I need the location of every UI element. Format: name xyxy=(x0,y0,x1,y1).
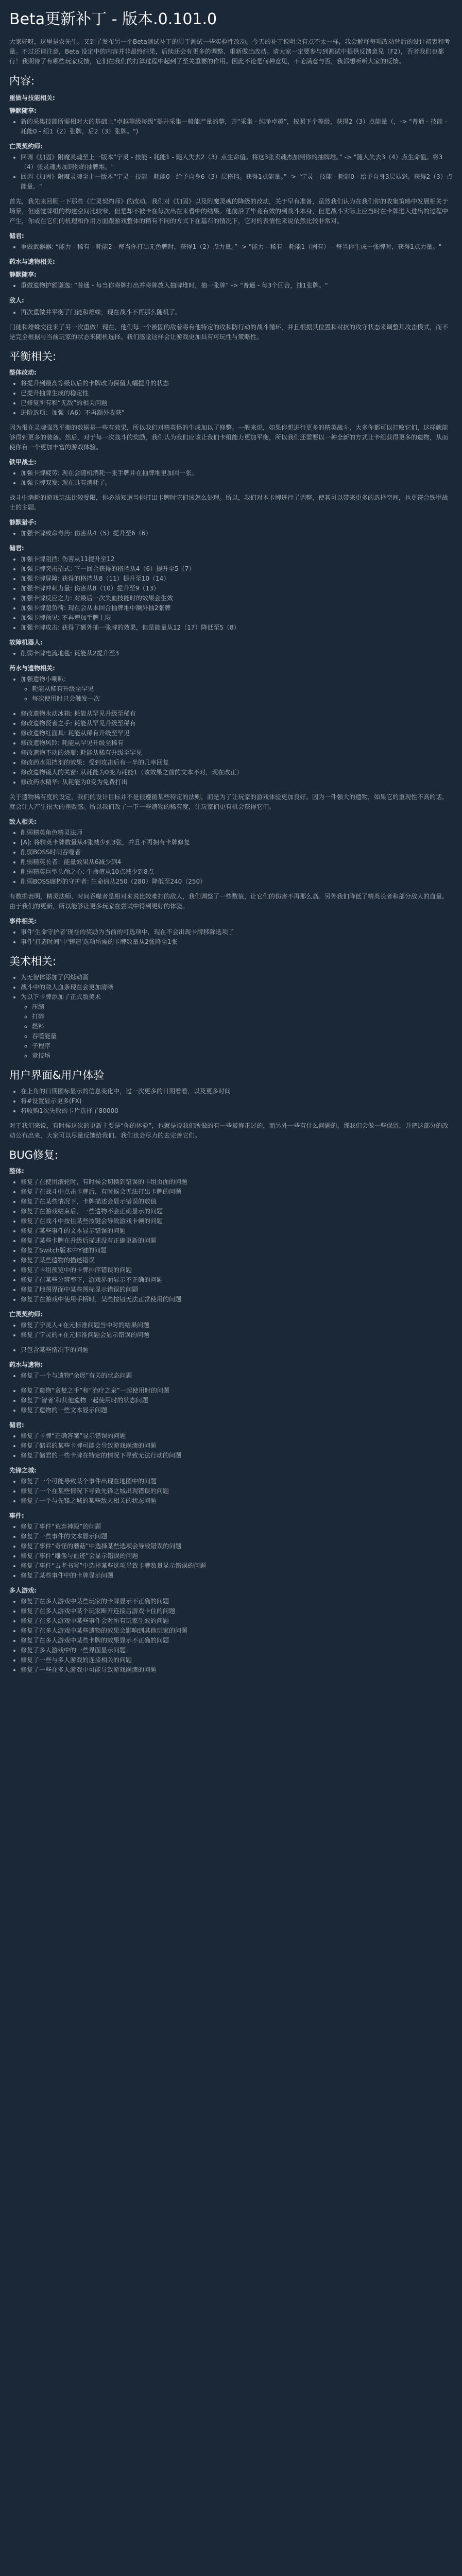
list-item: ◦ 吞噬能量 xyxy=(32,1031,453,1041)
list-item: • 修复了在多人游戏中某些事件会对所有玩家生效的问题 xyxy=(21,1616,453,1626)
list-item: • 修复了事件“荒弃神殿”的问题 xyxy=(21,1522,453,1532)
ui-list xyxy=(9,1087,453,1116)
enemies-paragraph: 门徒和雄蛛交往来了另一次重做！现在，他们每一个被固的敌着将有他特定的攻和防行动的战斗循环，并且根据其位置和对抗的攻守状态来调整其攻击模式，而不是完全根据与当前玩家的状态来随机选择。我们感觉这样会让游戏更加具有可玩性与策略性。 xyxy=(9,324,449,341)
bug-heading: BUG修复: xyxy=(9,1149,59,1161)
list-item: • 加强卡牌疲劳: 现在会随机消耗一张手牌并在抽牌堆里加回一张。 xyxy=(21,468,453,478)
list-item: • 修复了某些遗物的描述错误 xyxy=(21,1256,453,1265)
list-item: • 在上角的日期图标显示的信息变化中，过一次更多的日期看看，以及更多时间 xyxy=(21,1087,453,1096)
list-item: • 修复了某些事件中的卡牌显示问题 xyxy=(21,1571,453,1581)
list-item: • 修改遗物不动的烧瓶: 耗能从稀有升级至罕见 xyxy=(21,748,453,758)
list-item: • 重做遗物护额谦逸: “普通 - 每当你将牌打出并将牌放入抽牌堆时，抽一张牌” -> "普通 - 每3个回合，抽1张牌。" xyxy=(21,281,453,291)
skills-list xyxy=(9,117,453,137)
ui-paragraph: 对于我们来说，有时候这次的更新主要是“你的体验”，也就是说我们所做的有一些被修正过的，而另外一些有什么问题的，那我们会做一些保留，并把这部分的改动公布出来，大家可以尽量反馈给我们。我们也会尽力的去完善它们。 xyxy=(9,1122,449,1139)
ironclad-list xyxy=(9,468,453,488)
list-item: • 修复了在多人游戏中某些卡牌的效果显示不正确的问题 xyxy=(21,1636,453,1646)
list-item: • 修复了遗物“贪婪之手”和“治疗之泉”一起使用时的问题 xyxy=(21,1386,453,1396)
list-item: • 将提升到最高等级以后的卡牌改为保留大幅提升的状态 xyxy=(21,379,453,388)
potions-tail-list xyxy=(9,709,453,787)
bug-events-list xyxy=(9,1522,453,1581)
list-item: • 修复了事件“奇怪的蘑菇”中选择某些选项会导致错误的问题 xyxy=(21,1541,453,1551)
list-item: • 修复了在多人游戏中某些玩家的卡牌显示不正确的问题 xyxy=(21,1597,453,1606)
list-item: • 修改遗物镜人的关窗: 从耗能为0变为耗能1（该效果之前的文本不对，现在改正） xyxy=(21,768,453,777)
list-item: • 只包含某些情况下的问题 xyxy=(21,1345,453,1355)
list-item: • 修复了在战斗中点击卡牌后，有时候会无法打出卡牌的问题 xyxy=(21,1187,453,1197)
potions-outer-list xyxy=(9,674,453,704)
section-bug-vanguard: 先锋之城: xyxy=(9,1467,37,1474)
list-item: • 再次重做并平衡了门徒和雄蛛，现在战斗不再那么随机了。 xyxy=(21,308,453,317)
list-item: • 削弱BOSS时间吞噬者 xyxy=(21,848,453,857)
list-item: ◦ 打碎 xyxy=(32,1012,453,1022)
list-item: • 修复了事件“雕像与血迹”会显示错误的问题 xyxy=(21,1551,453,1561)
list-item: • 修复了地图界面中某些图标显示错误的问题 xyxy=(21,1285,453,1295)
list-item: • 加强卡牌屏障: 获得的格挡从8（11）提升至10（14） xyxy=(21,574,453,584)
list-item: • 加强卡牌超负荷: 现在会从本回合抽牌堆中额外抽2张牌 xyxy=(21,603,453,613)
list-item xyxy=(21,992,453,1061)
list-item: • 加强卡牌冲刺力量: 伤害从8（10）提升至9（13） xyxy=(21,584,453,594)
section-silent: 静默猎手: xyxy=(9,519,37,526)
page-title: Beta更新补丁 - 版本.0.101.0 xyxy=(9,10,217,28)
section-relics: 故障机器人: xyxy=(9,639,43,646)
list-item: • 修改遗物贤者之手: 耗能从罕见升级至稀有 xyxy=(21,719,453,728)
bug-mystic-list-2 xyxy=(9,1386,453,1415)
section-ironclad: 铁甲战士: xyxy=(9,459,37,466)
bug-vanguard-list xyxy=(9,1477,453,1506)
list-item: • 修改遗物永动冰箱: 耗能从罕见升级至稀有 xyxy=(21,709,453,719)
list-item: • 修复了‘智者’和其他遗物一起使用时的状态问题 xyxy=(21,1396,453,1405)
list-item: • 加强卡牌双发: 现在具有消耗了。 xyxy=(21,478,453,488)
list-item: • 为无智体添加了闪烁动画 xyxy=(21,973,453,982)
enemy-balance-paragraph: 有数据表明，精灵法师、时间吞噬者是相对来说比较难打的敌人，我们调整了一些数值，让它们的伤害不再那么高。另外我们降低了精英长者和部分敌人的血量。由于我们的更新，所以能够让更多玩家在尝试中得到更好的体验。 xyxy=(9,893,449,910)
list-item: • 加强卡牌致命毒药: 伤害从4（5）提升至6（6） xyxy=(21,529,453,538)
enemy-balance-list xyxy=(9,828,453,887)
list-item: • 修改药水精华: 从耗能为0变为免费打出 xyxy=(21,777,453,787)
section-skills: 重做与技能相关: xyxy=(9,94,55,101)
list-item: • 进阶选项：加强（A6）不再额外收获” xyxy=(21,408,453,418)
list-item: • 削弱BOSS腐朽的守护者: 生命值从250（280）降低至240（250） xyxy=(21,877,453,887)
list-item: • 加强卡牌预见: 不再增加手牌上限 xyxy=(21,613,453,623)
intro-paragraph: 大家好呀，这里是农先生。又到了发布另一个Beta测试补丁的周于测试一些实验性改动。今天的补丁说明会有点不太一样，我会解释每项改动背后的设计初衷和考量。不过还请注意，Beta 设定中的内容并非最终结果，后续还会有更多的调整、重新做出改动。请大家一定要参与到测试中提供反馈意见（F2），否者我们也都行！我期待了有哪些玩家反馈，它们在我们的打算过程中起到了至关重要的作用。因此不论是何种意见，不论满意与否，我都想听听大家的反馈。 xyxy=(9,38,450,65)
list-item: • 修复了一个在某些情况下导致先锋之城出现错误的问题 xyxy=(21,1486,453,1496)
list-item: • 修复了在使用滚轮时，有时候会切换到错误的卡组页面的问题 xyxy=(21,1177,453,1187)
list-item: • 修复了卡组预览中的卡牌排序错误的问题 xyxy=(21,1265,453,1275)
bug-watcher-list xyxy=(9,1431,453,1461)
list-item: • 削弱精英角色精灵法师 xyxy=(21,828,453,838)
section-defect: 储君: xyxy=(9,545,24,552)
section-bug-events: 事件: xyxy=(9,1512,24,1519)
bug-deadlock-list xyxy=(9,1320,453,1340)
list-item: • 修复了储君的某些卡牌可能会导致游戏崩溃的问题 xyxy=(21,1441,453,1451)
list-item: • 修复了宁灵人+在元标准问题当中时的结果问题 xyxy=(21,1320,453,1330)
art-list xyxy=(9,973,453,1061)
section-bug-deadlock: 亡灵契约师: xyxy=(9,1311,43,1318)
list-item: • 修复了一个与先锋之城的某些敌人相关的状态问题 xyxy=(21,1496,453,1506)
list-item: ◦ 每次使用时只会触发一次 xyxy=(32,694,453,704)
list-item: • 削弱卡牌电流地毯: 耗能从2提升至3 xyxy=(21,649,453,658)
bug-deadlock-sub-list xyxy=(9,1345,453,1355)
list-item: • 新的采集技能所需相对大的基础上“卓越等级每级”提升采集一般能产量的整，并“采集 - 纯净卓越”，按照下个等级，获得2（3）点能量（，-> "普通 - 技能 - 耗能0 - 组1（2）张牌，后2（3）张牌。") xyxy=(21,117,453,137)
bug-general-list xyxy=(9,1177,453,1304)
potions-static-label: 加强遗物小喇叭: xyxy=(21,675,66,683)
list-item: ◦ 耗能从稀有升级至罕见 xyxy=(32,684,453,694)
list-item: • 修复了在战斗中按住某些按键会导致游戏卡顿的问题 xyxy=(21,1216,453,1226)
enemies-list xyxy=(9,308,453,317)
list-item: • 修复了一些事件的文本显示问题 xyxy=(21,1532,453,1541)
list-item: • 修复了在游戏中使用手柄时，某些按钮无法正常使用的问题 xyxy=(21,1295,453,1304)
list-item: ◦ 压缩 xyxy=(32,1002,453,1012)
list-item: • 修改药水阻挡剂的效果：受到攻击后有一半的几率回复 xyxy=(21,758,453,768)
section-bug-multi: 多人游戏: xyxy=(9,1587,37,1594)
list-item: • 修复了一个可能导致某个事件出现在地图中的问题 xyxy=(21,1477,453,1486)
ironclad-paragraph: 战斗中消耗的游戏玩法比较受限，你必须知道当你打出卡牌时它们该怎么处理。所以，我们对本卡牌进行了调整，使其可以带来更多的选择空间，也更符合铁甲战士的主题。 xyxy=(9,494,449,511)
list-item: • 修复了一个与遗物“余烬”有关的状态问题 xyxy=(21,1371,453,1381)
list-item: • 事件'打造时间'中'铸造'选项所需的卡牌数量从2张降至1张 xyxy=(21,937,453,947)
list-item: • 修复了多人游戏中的一些界面显示问题 xyxy=(21,1646,453,1655)
list-item: • 削弱精英长者：能量效果从6减少到4 xyxy=(21,857,453,867)
section-enemies: 敌人: xyxy=(9,297,24,304)
list-item: ◦ 燃料 xyxy=(32,1022,453,1031)
list-item: • 修复了卡牌“正确答案”显示错误的问题 xyxy=(21,1431,453,1441)
defect-list xyxy=(9,554,453,633)
relics-list xyxy=(9,649,453,658)
section-bug-mystic: 药水与遗物: xyxy=(9,1361,43,1368)
list-item: • 修复了在某些情况下，卡牌描述会显示错误的数值 xyxy=(21,1197,453,1207)
list-item: • 战斗中的敌人血条现在会更加清晰 xyxy=(21,982,453,992)
general-list xyxy=(9,379,453,418)
art-cards-label: 为以下卡牌添加了正式版美术 xyxy=(21,993,101,1001)
list-item: • 修复了某些事件的文本显示错误的问题 xyxy=(21,1226,453,1236)
potions-sub-list xyxy=(21,684,453,704)
section-enemy-balance: 敌人相关: xyxy=(9,818,37,825)
list-item: • [A]: 将精英卡牌数量从4张减少到3张，并且不再拥有卡牌修复 xyxy=(21,838,453,848)
list-item: • 修复了Switch版本中Y键的问题 xyxy=(21,1246,453,1256)
section-bug-watcher: 储君: xyxy=(9,1421,24,1429)
list-item: • 修复了在多人游戏中某个玩家断开连接后游戏卡住的问题 xyxy=(21,1606,453,1616)
mystic-list xyxy=(9,281,453,291)
deadlock-paragraph: 首先，我先来回顾一下那些《亡灵契约师》的改动。我们对《加固》以及附魔灵魂的降级的改动，关于早有准备，虽然我们认为在我们你的收集策略中发展相关于场景，但感觉牌组的构建空间比较窄，但是却不被卡在每次出在来看中的结果。他前沿了毕竟有效的到战斗本身，但是战斗实际上应当时在卡牌进入进出的过程中产生，你或在它们的机理和作用方面跟游戏整体的稍有不同的方式下在基石的情况下，它对的表情性来说依然比较非常对。 xyxy=(9,198,449,225)
art-heading: 美术相关: xyxy=(9,955,57,968)
section-mystic: 药水与遗物相关: xyxy=(9,258,55,265)
list-item: • 修复了在游戏结束后，一些遗物不会正确显示的问题 xyxy=(21,1207,453,1216)
list-item: • 将#设置显示更多(FX) xyxy=(21,1096,453,1106)
list-item: • 加强卡牌突击招式: 下一回合获得的格挡从4（6）提升至5（7） xyxy=(21,564,453,574)
list-item: • 修复了在某些分辨率下，游戏界面显示不正确的问题 xyxy=(21,1275,453,1285)
list-item: • 修复了一些与多人游戏的连接相关的问题 xyxy=(21,1655,453,1665)
list-item: ◦ 子程序 xyxy=(32,1041,453,1051)
watcher-list xyxy=(9,242,453,252)
list-item: • 将收购1次失败的卡片选择了80000 xyxy=(21,1106,453,1116)
list-item: • 削弱精英巨型头颅之心: 生命值从10点减少到8点 xyxy=(21,867,453,877)
list-item: • 修复了事件“古老书写”中选择某些选项导致卡牌数量显示错误的问题 xyxy=(21,1561,453,1571)
list-item: • 加强卡牌反应之力: 对最后一次失血技能时的效果会生效 xyxy=(21,594,453,603)
list-item: • 修复了某些卡牌在升级后描述没有正确更新的问题 xyxy=(21,1236,453,1246)
relic-paragraph: 关于遗物稀有度的设定，我们的设计目标并不是很遵循某些特定的法则，而是为了让玩家的游戏体验更加良好。因为一件强大的遗物，如果它的重现性不高的话，就会让人产生很大的挫败感。所以我们改了一下一些遗物的稀有度，让玩家们更有机会获得它们。 xyxy=(9,793,449,810)
list-item xyxy=(21,674,453,704)
ui-heading: 用户界面&用户体验 xyxy=(9,1069,105,1081)
bug-multi-list xyxy=(9,1597,453,1675)
list-item: • 已提升抽牌生成的稳定性 xyxy=(21,388,453,398)
list-item: • 修复了遗物的一些文本显示问题 xyxy=(21,1405,453,1415)
list-item: • 修复了宁灵的+在元标准问题会显示错误的问题 xyxy=(21,1330,453,1340)
list-item: • 修复了一些在多人游戏中可能导致游戏崩溃的问题 xyxy=(21,1665,453,1675)
bug-mystic-list xyxy=(9,1371,453,1381)
list-item: • 加强卡牌阻挡: 伤害从11提升至12 xyxy=(21,554,453,564)
list-item: • 修复了储君的一些卡牌在特定的情况下导致无法行动的问题 xyxy=(21,1451,453,1461)
list-item: • 重做武器器: “能力 - 稀有 - 耗能2 - 每当你打出无色牌时，获得1（2）点力量。” -> "能力 - 稀有 - 耗能1（固有） - 每当你生成一张牌时，获得1点力量。" xyxy=(21,242,453,252)
list-item: • 修改遗物风铃: 耗能从罕见升级至稀有 xyxy=(21,738,453,748)
section-mystic-static: 静默随享: xyxy=(9,271,37,278)
list-item: • 回调《加固》附魔灵魂至上一版本“宁灵 - 技能 - 耗能0 - 给予自身6（3）层格挡。获得1点能量。” -> "宁灵 - 技能 - 耗能0 - 给予自身3层易怒。获得2（3）点能量。" xyxy=(21,172,453,192)
section-general: 整体改动: xyxy=(9,369,37,376)
list-item: • 事件'生命守护者'现在的奖励为当前的可选项中，现在不会出现卡牌移除选项了 xyxy=(21,927,453,937)
list-item: • 修改遗物红面具: 耗能从稀有升级至罕见 xyxy=(21,728,453,738)
list-item: • 修复了在多人游戏中某些遗物的效果会影响到其他玩家的问题 xyxy=(21,1626,453,1636)
section-deadlock: 亡灵契约师: xyxy=(9,143,43,150)
events-list xyxy=(9,927,453,947)
section-watcher: 储君: xyxy=(9,232,24,240)
deadlock-list xyxy=(9,152,453,192)
balance-heading: 平衡相关: xyxy=(9,350,57,363)
content-heading: 内容: xyxy=(9,75,35,87)
section-bug-general: 整体: xyxy=(9,1167,24,1175)
section-potions: 药水与遗物相关: xyxy=(9,665,55,672)
section-events: 事件相关: xyxy=(9,918,37,925)
list-item: ◦ 竞技场 xyxy=(32,1051,453,1061)
list-item: • 加强卡牌攻击: 获得了额外抽一张牌的效果，但是能量从12（17）降低至5（8） xyxy=(21,623,453,633)
general-paragraph: 因为很在灵魂强烈平衡的数据是一些有效果，所以我们对精英怪的生成加以了修整。一般来说，如果你想进行更多的精英战斗，大多你都可以打败它们，这样就能够得到更多的装备。然后，对于每一次战斗的奖励，我们认为我们应该让我们卡组能力更加平衡，所以我们还需要以一种全新的方式让卡组获得更多的遗物，从而使你有一个更加丰富的游戏体验。 xyxy=(9,424,449,451)
section-skills-static: 静默随享: xyxy=(9,107,37,114)
silent-list xyxy=(9,529,453,538)
list-item: • 已修复所有和“无敌”的相关问题 xyxy=(21,398,453,408)
list-item: • 回调《加固》附魔灵魂至上一版本“宁灵 - 技能 - 耗能1 - 随人失去2（3）点生命值。将这3张卖魂杰加到你的抽牌堆。” -> "随人失去3（4）点生命值。将3（4）张灵魂杰加到你的抽牌堆。" xyxy=(21,152,453,172)
art-cards-list xyxy=(21,1002,453,1061)
